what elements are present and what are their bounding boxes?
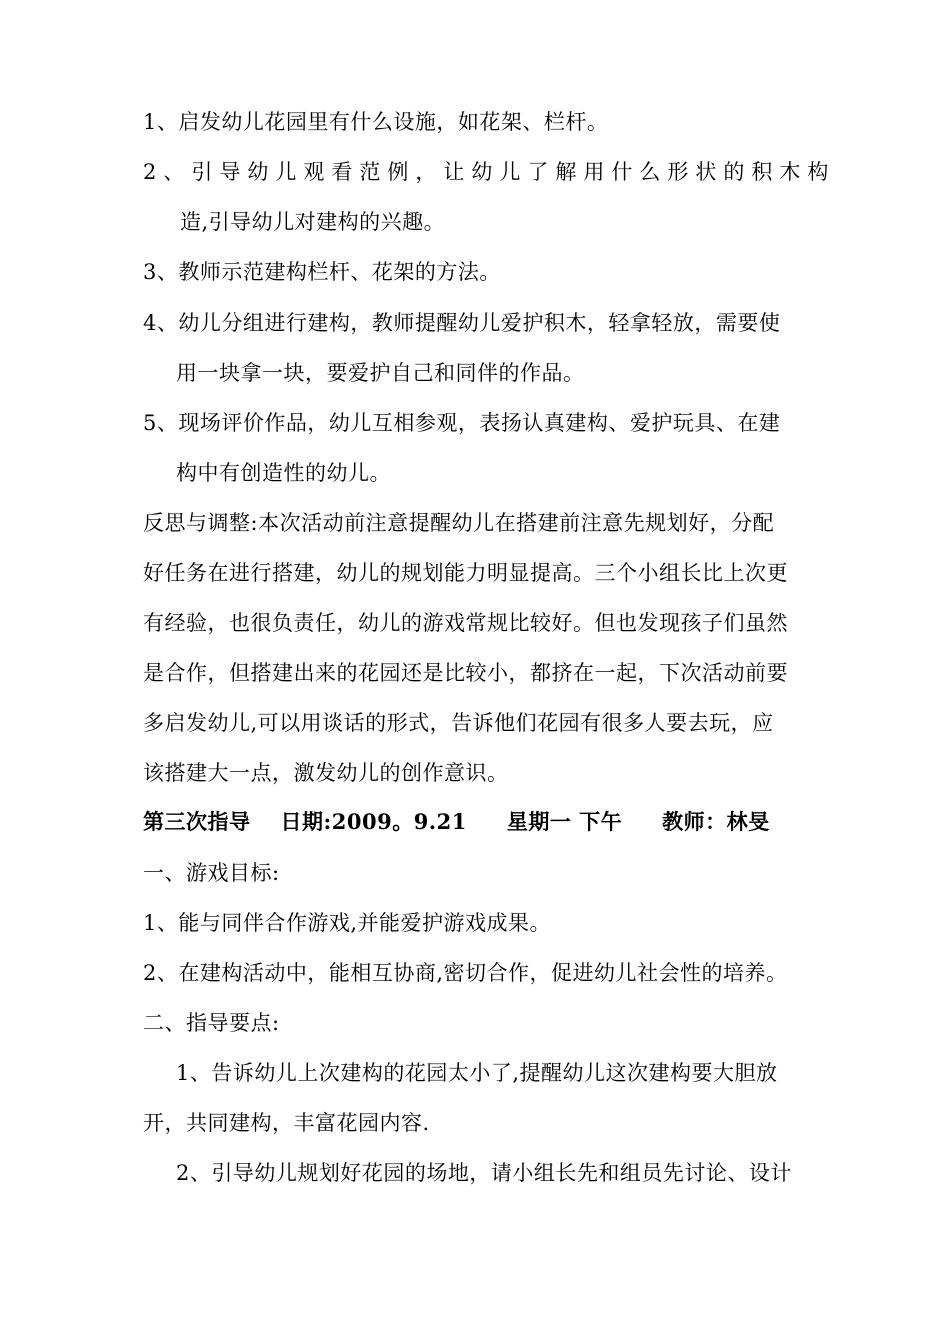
reflection-line-4: 是合作，但搭建出来的花园还是比较小，都挤在一起，下次活动前要	[143, 661, 788, 685]
goal-2-line: 2、在建构活动中，能相互协商,密切合作，促进幼儿社会性的培养。	[143, 961, 788, 985]
session-teacher: 教师：林旻	[662, 809, 770, 834]
step-5-line: 5、现场评价作品，幼儿互相参观，表扬认真建构、爱护玩具、在建	[143, 411, 781, 435]
session-weekday: 星期一 下午	[506, 809, 623, 834]
guidance-2-line: 2、引导幼儿规划好花园的场地，请小组长先和组员先讨论、设计	[176, 1161, 792, 1185]
reflection-line-3: 有经验，也很负责任，幼儿的游戏常规比较好。但也发现孩子们虽然	[143, 611, 788, 635]
step-4-continuation: 用一块拿一块，要爱护自己和同伴的作品。	[176, 361, 585, 385]
step-1-line: 1、启发幼儿花园里有什么设施，如花架、栏杆。	[143, 110, 609, 134]
reflection-line-6: 该搭建大一点，激发幼儿的创作意识。	[143, 761, 509, 785]
goal-1-line: 1、能与同伴合作游戏,并能爱护游戏成果。	[143, 911, 552, 935]
session-date: 日期:2009。9.21	[280, 809, 467, 834]
session-header	[143, 808, 770, 836]
reflection-line-5: 多启发幼儿,可以用谈话的形式，告诉他们花园有很多人要去玩，应	[143, 711, 774, 735]
step-2-continuation: 造,引导幼儿对建构的兴趣。	[180, 210, 446, 234]
guidance-1-line: 1、告诉幼儿上次建构的花园太小了,提醒幼儿这次建构要大胆放	[176, 1061, 778, 1085]
guidance-1-continuation: 开，共同建构，丰富花园内容.	[143, 1111, 430, 1135]
reflection-line-2: 好任务在进行搭建，幼儿的规划能力明显提高。三个小组长比上次更	[143, 561, 788, 585]
section-goals-heading: 一、游戏目标:	[143, 861, 280, 885]
reflection-line-1: 反思与调整:本次活动前注意提醒幼儿在搭建前注意先规划好，分配	[143, 511, 775, 535]
step-5-continuation: 构中有创造性的幼儿。	[176, 461, 391, 485]
section-guidance-heading: 二、指导要点:	[143, 1011, 280, 1035]
session-title: 第三次指导	[143, 809, 251, 834]
step-3-line: 3、教师示范建构栏杆、花架的方法。	[143, 260, 501, 284]
step-4-line: 4、幼儿分组进行建构，教师提醒幼儿爱护积木，轻拿轻放，需要使	[143, 311, 781, 335]
step-2-line: 2、引导幼儿观看范例，让幼儿了解用什么形状的积木构	[143, 160, 836, 184]
